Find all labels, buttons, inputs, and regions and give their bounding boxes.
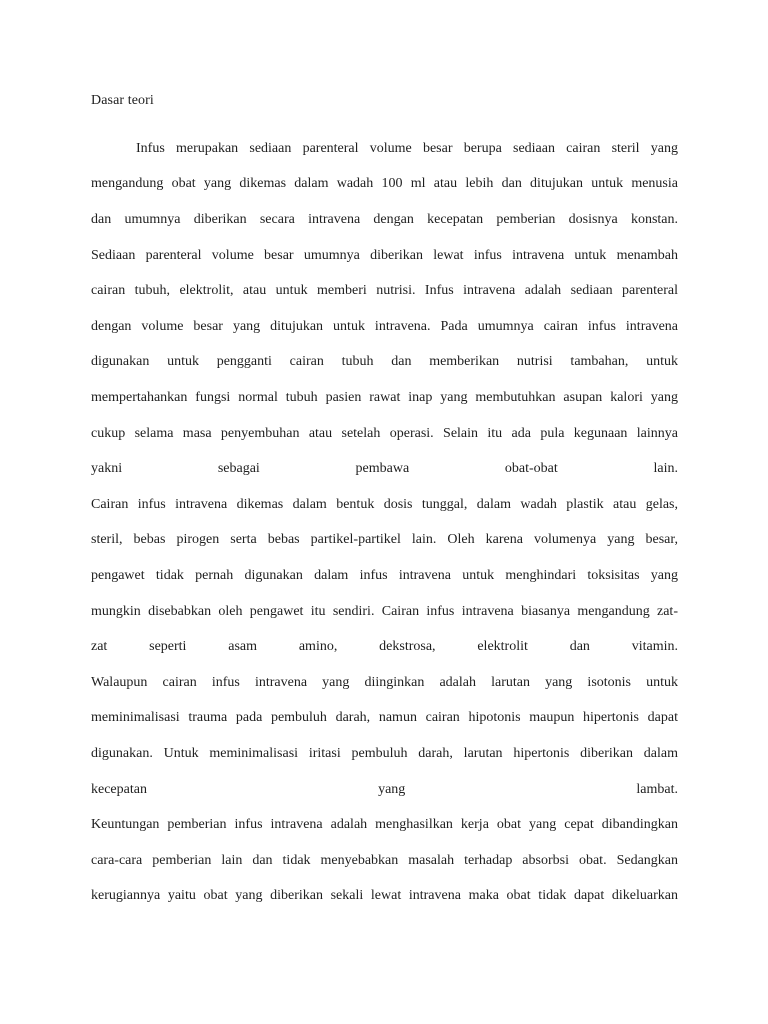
text-line: steril, bebas pirogen serta bebas partikel-partikel lain. Oleh karena volumenya yang besar, — [91, 532, 678, 547]
section-heading: Dasar teori — [91, 93, 154, 108]
text-line: mungkin disebabkan oleh pengawet itu sendiri. Cairan infus intravena biasanya mengandung zat- — [91, 604, 678, 619]
text-line: pengawet tidak pernah digunakan dalam infus intravena untuk menghindari toksisitas yang — [91, 568, 678, 583]
text-line: yakni sebagai pembawa obat-obat lain. — [91, 461, 678, 476]
text-line: digunakan. Untuk meminimalisasi iritasi pembuluh darah, larutan hipertonis diberikan dalam — [91, 746, 678, 761]
text-line: dengan volume besar yang ditujukan untuk intravena. Pada umumnya cairan infus intravena — [91, 319, 678, 334]
text-line: zat seperti asam amino, dekstrosa, elektrolit dan vitamin. — [91, 639, 678, 654]
text-line: kecepatan yang lambat. — [91, 782, 678, 797]
text-line: dan umumnya diberikan secara intravena dengan kecepatan pemberian dosisnya konstan. — [91, 212, 678, 227]
text-line: cairan tubuh, elektrolit, atau untuk memberi nutrisi. Infus intravena adalah sediaan parenteral — [91, 283, 678, 298]
text-line: cukup selama masa penyembuhan atau setelah operasi. Selain itu ada pula kegunaan lainnya — [91, 426, 678, 441]
text-line: Sediaan parenteral volume besar umumnya diberikan lewat infus intravena untuk menambah — [91, 248, 678, 263]
text-line: cara-cara pemberian lain dan tidak menyebabkan masalah terhadap absorbsi obat. Sedangkan — [91, 853, 678, 868]
text-line: Cairan infus intravena dikemas dalam bentuk dosis tunggal, dalam wadah plastik atau gelas, — [91, 497, 678, 512]
text-line: kerugiannya yaitu obat yang diberikan sekali lewat intravena maka obat tidak dapat dikeluarkan — [91, 888, 678, 903]
text-line: Infus merupakan sediaan parenteral volume besar berupa sediaan cairan steril yang — [136, 141, 678, 156]
text-line: Walaupun cairan infus intravena yang diinginkan adalah larutan yang isotonis untuk — [91, 675, 678, 690]
text-line: meminimalisasi trauma pada pembuluh darah, namun cairan hipotonis maupun hipertonis dapat — [91, 710, 678, 725]
text-line: mempertahankan fungsi normal tubuh pasien rawat inap yang membutuhkan asupan kalori yang — [91, 390, 678, 405]
text-line: mengandung obat yang dikemas dalam wadah 100 ml atau lebih dan ditujukan untuk menusia — [91, 176, 678, 191]
text-line: digunakan untuk pengganti cairan tubuh dan memberikan nutrisi tambahan, untuk — [91, 354, 678, 369]
text-line: Keuntungan pemberian infus intravena adalah menghasilkan kerja obat yang cepat dibandingkan — [91, 817, 678, 832]
